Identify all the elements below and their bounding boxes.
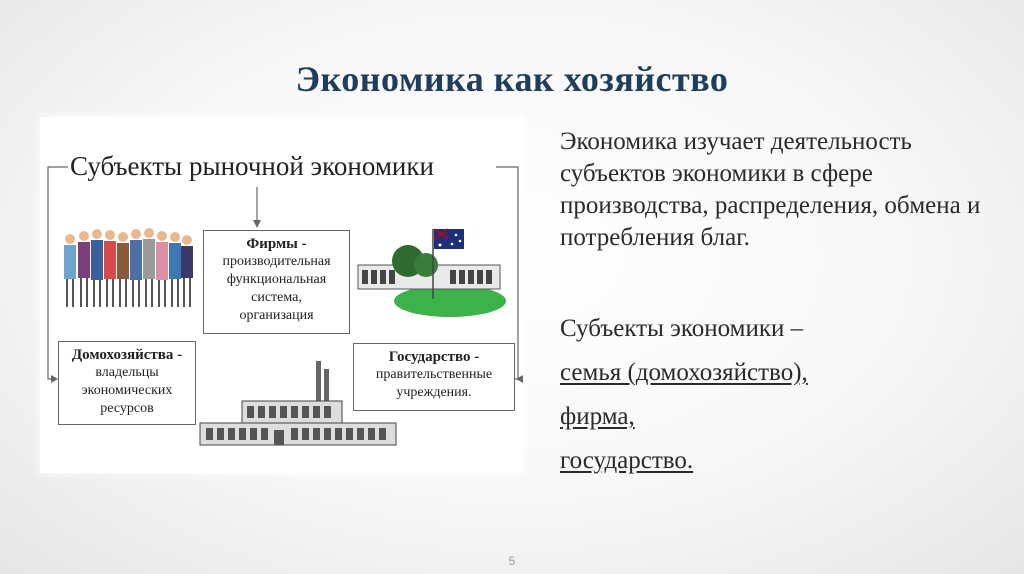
arrow-right-icon xyxy=(51,375,58,383)
households-line: ресурсов xyxy=(100,401,154,416)
firms-line: система, xyxy=(251,290,302,305)
arrow-left-icon xyxy=(516,375,523,383)
households-box xyxy=(58,341,196,425)
households-line: владельцы xyxy=(95,365,159,380)
households-line: экономических xyxy=(81,383,173,398)
office-building-icon xyxy=(358,229,506,317)
state-line: правительственные xyxy=(375,367,493,382)
households-title: Домохозяйства - xyxy=(71,347,183,363)
subject-item-household: семья (домохозяйство), xyxy=(560,359,808,386)
subject-item-firm: фирма, xyxy=(560,403,635,430)
firms-line: производительная xyxy=(222,254,331,269)
diagram-heading: Субъекты рыночной экономики xyxy=(70,151,434,181)
firms-line: организация xyxy=(239,308,314,323)
firms-line: функциональная xyxy=(226,272,327,287)
subjects-intro: Субъекты экономики – xyxy=(560,315,804,342)
state-line: учреждения. xyxy=(396,385,472,400)
state-title: Государство - xyxy=(388,349,480,365)
subject-item-state: государство. xyxy=(560,447,694,474)
market-subjects-diagram xyxy=(40,117,524,473)
firms-title: Фирмы - xyxy=(246,236,307,252)
arrow-down-icon xyxy=(253,220,261,228)
firms-box xyxy=(203,230,350,334)
subjects-list xyxy=(560,307,1000,483)
slide-title: Экономика как хозяйство xyxy=(295,59,729,99)
state-box xyxy=(353,343,515,411)
people-group-icon xyxy=(64,228,193,307)
description-block xyxy=(560,126,1000,254)
description-paragraph: Экономика изучает деятельность субъектов экономики в сфере производства, распределения, обмена и потребления благ. xyxy=(560,128,981,251)
page-number: 5 xyxy=(508,554,516,568)
